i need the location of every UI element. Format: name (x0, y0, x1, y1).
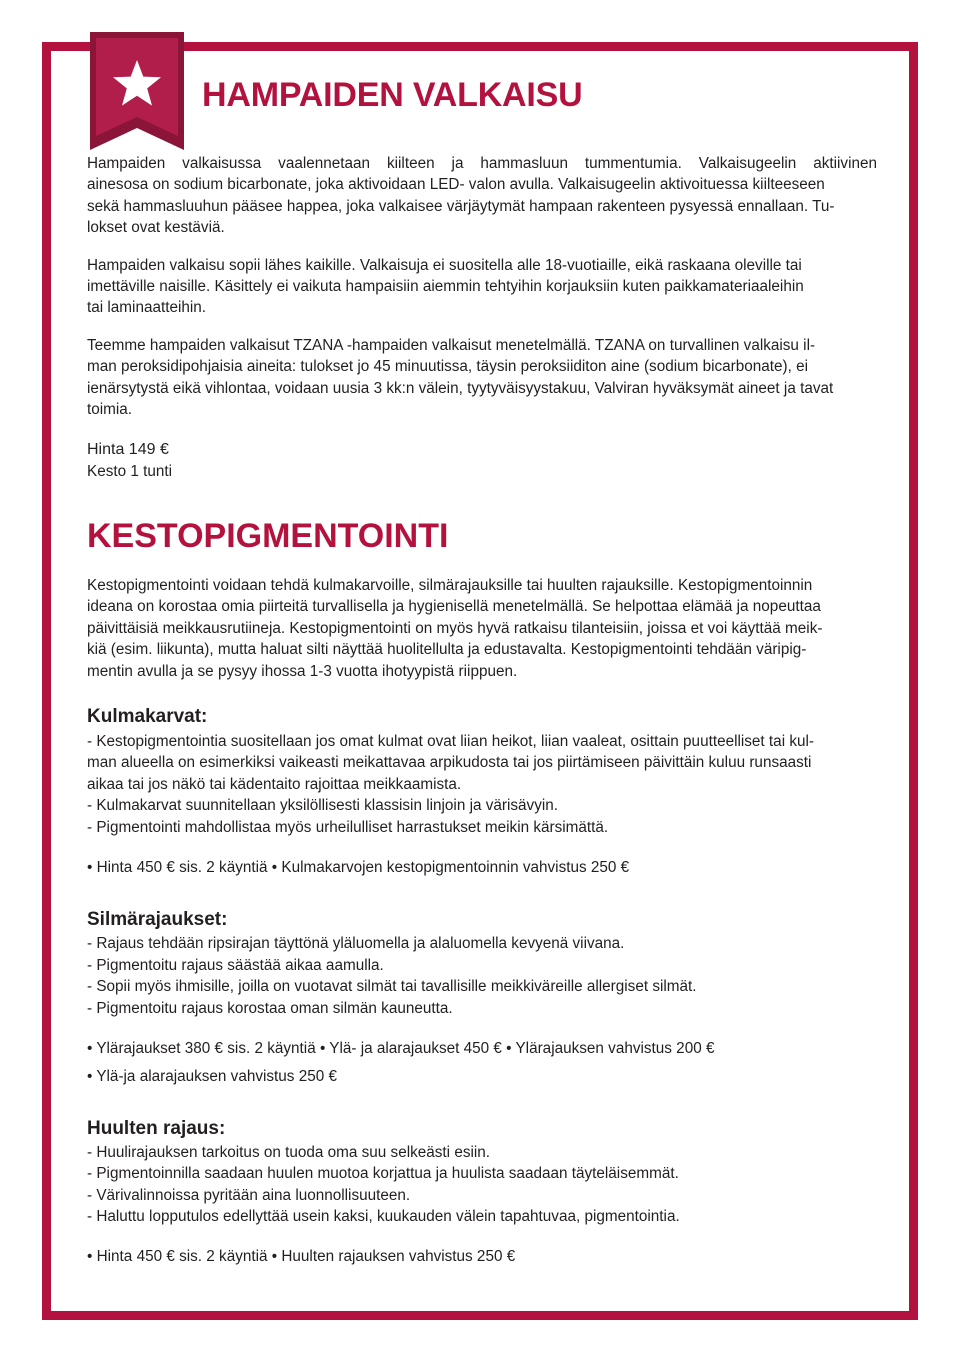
text-line: päivittäisiä meikkausrutiineja. Kestopigmentointi on myös hyvä ratkaisu tilanteisiin, joissa et voi käyttää meik- (87, 619, 823, 637)
page-content (87, 150, 877, 1268)
whitening-paragraph-1 (87, 153, 877, 239)
whitening-title: HAMPAIDEN VALKAISU (202, 76, 583, 114)
text-line: - Sopii myös ihmisille, joilla on vuotavat silmät tai tavallisille meikkiväreille allergiset silmät. (87, 978, 697, 996)
text-line: man peroksidipohjaisia aineita: tulokset jo 45 minuutissa, täysin peroksiiditon aine (sodium bicarbonate), ei (87, 358, 809, 376)
text-line: Teemme hampaiden valkaisut TZANA -hampaiden valkaisut menetelmällä. TZANA on turvallinen valkaisu il- (87, 336, 816, 354)
whitening-price: Hinta 149 € (87, 441, 169, 459)
text-line: - Huulirajauksen tarkoitus on tuoda oma suu selkeästi esiin. (87, 1143, 491, 1161)
text-line: tai laminaatteihin. (87, 299, 207, 317)
price-line: • Ylä-ja alarajauksen vahvistus 250 € (87, 1068, 337, 1086)
whitening-paragraph-2 (87, 255, 877, 319)
text-line: Hampaiden valkaisussa vaalennetaan kiilteen ja hammasluun tummentumia. Valkaisugeelin aktiivinen (87, 155, 877, 172)
price-line: • Ylärajaukset 380 € sis. 2 käyntiä • Ylä- ja alarajaukset 450 € • Ylärajauksen vahvistus 200 € (87, 1039, 715, 1057)
text-line: ainesosa on sodium bicarbonate, joka aktivoidaan LED- valon avulla. Valkaisugeelin aktivoituessa kiilteeseen (87, 176, 825, 194)
star-ribbon-icon (88, 32, 186, 150)
text-line: sekä hammasluuhun pääsee happea, joka valkaisee värjäytymät hampaan rakenteen pysyessä ennallaan. Tu- (87, 197, 835, 215)
text-line: mentin avulla ja se pysyy ihossa 1-3 vuotta ihotyypistä riippuen. (87, 662, 518, 680)
text-line: - Kulmakarvat suunnitellaan yksilöllisesti klassisin linjoin ja värisävyin. (87, 797, 558, 815)
text-line: Hampaiden valkaisu sopii lähes kaikille. Valkaisuja ei suositella alle 18-vuotiaille, eikä raskaana oleville tai (87, 256, 802, 274)
whitening-paragraph-3 (87, 335, 877, 421)
lips-title: Huulten rajaus: (87, 1117, 226, 1139)
text-line: - Pigmentoitu rajaus säästää aikaa aamulla. (87, 956, 384, 974)
lips-details (87, 1142, 877, 1228)
pigmentation-intro (87, 575, 877, 682)
text-line: - Pigmentoinnilla saadaan huulen muotoa korjattua ja huulista saadaan täyteläisemmät. (87, 1165, 679, 1183)
text-line: - Värivalinnoissa pyritään aina luonnollisuuteen. (87, 1186, 411, 1204)
text-line: kiä (esim. liikunta), mutta haluat silti näyttää huolitellulta ja edustavalta. Kestopigmentointi tehdään väripig- (87, 641, 807, 659)
eyeliner-prices (87, 1038, 877, 1088)
text-line: - Pigmentoitu rajaus korostaa oman silmän kauneutta. (87, 999, 453, 1017)
text-line: ienärsytystä eikä vihlontaa, voidaan uusia 3 kk:n välein, tyytyväisyystakuu, Valviran hyväksymät aineet ja tavat (87, 379, 834, 397)
text-line: - Kestopigmentointia suositellaan jos omat kulmat ovat liian heikot, liian vaaleat, osittain puutteelliset tai kul- (87, 732, 814, 750)
brows-details (87, 731, 877, 838)
lips-prices: • Hinta 450 € sis. 2 käyntiä • Huulten rajauksen vahvistus 250 € (87, 1248, 516, 1266)
brows-prices: • Hinta 450 € sis. 2 käyntiä • Kulmakarvojen kestopigmentoinnin vahvistus 250 € (87, 858, 630, 876)
text-line: lokset ovat kestäviä. (87, 219, 225, 237)
whitening-duration: Kesto 1 tunti (87, 463, 173, 481)
eyeliner-title: Silmärajaukset: (87, 909, 228, 931)
text-line: - Pigmentointi mahdollistaa myös urheilulliset harrastukset meikin kärsimättä. (87, 818, 609, 836)
text-line: toimia. (87, 401, 133, 419)
text-line: man alueella on esimerkiksi vaikeasti meikattavaa arpikudosta tai jos piirtämiseen päivittäin kuluu runsaasti (87, 754, 812, 772)
text-line: Kestopigmentointi voidaan tehdä kulmakarvoille, silmärajauksille tai huulten rajauksille. Kestopigmentoinnin (87, 576, 813, 594)
eyeliner-details (87, 933, 877, 1019)
text-line: aikaa tai jos näkö tai kädentaito rajoittaa meikkaamista. (87, 775, 462, 793)
text-line: imettäville naisille. Käsittely ei vaikuta hampaisiin aiemmin tehtyihin korjauksiin kuten paikkamateriaaleihin (87, 278, 804, 296)
text-line: - Rajaus tehdään ripsirajan täyttönä yläluomella ja alaluomella kevyenä viivana. (87, 935, 625, 953)
text-line: ideana on korostaa omia piirteitä turvallisella ja hygienisellä menetelmällä. Se helpottaa elämää ja nopeuttaa (87, 598, 821, 616)
text-line: - Haluttu lopputulos edellyttää usein kaksi, kuukauden välein tapahtuvaa, pigmentointia. (87, 1208, 680, 1225)
pigmentation-title: KESTOPIGMENTOINTI (87, 516, 449, 555)
brows-title: Kulmakarvat: (87, 705, 208, 727)
